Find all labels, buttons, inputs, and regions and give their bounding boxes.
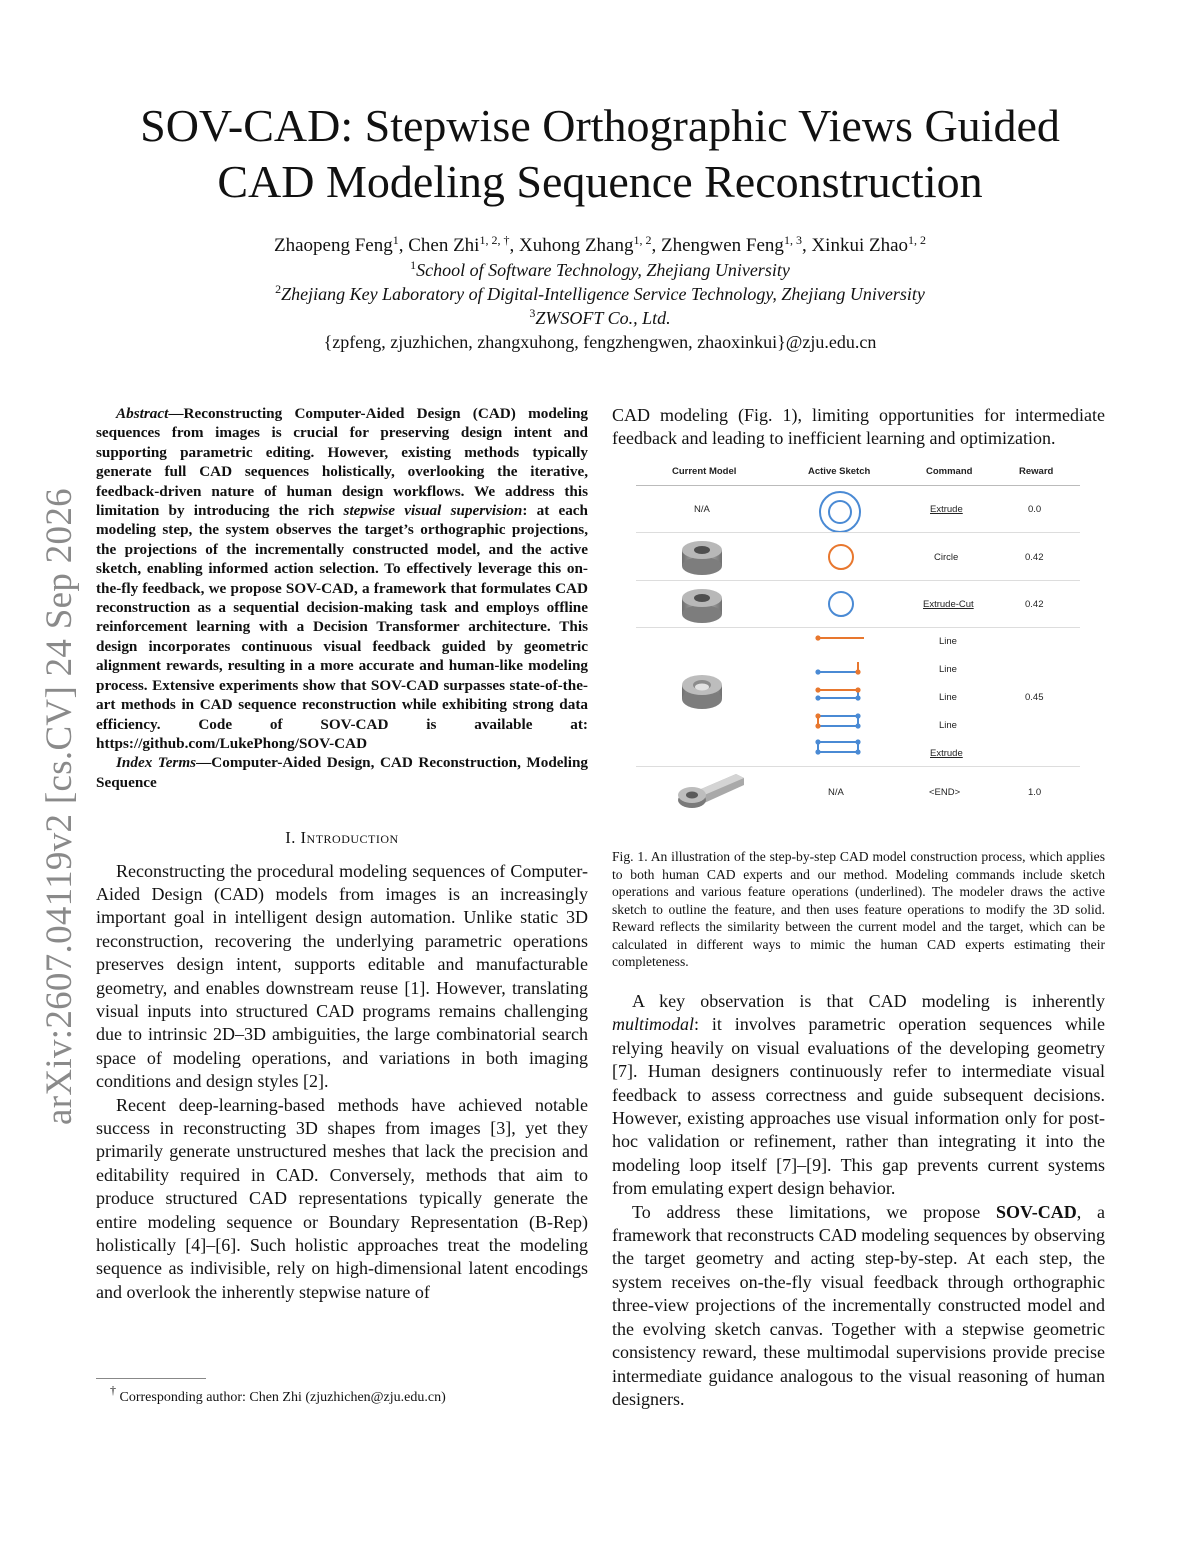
row5-command: <END> [929, 787, 961, 798]
affil-text: School of Software Technology, Zhejiang University [416, 260, 790, 280]
affiliation-2 [100, 282, 1100, 306]
author-name: , Chen Zhi [398, 235, 480, 256]
intro-paragraph-1: Reconstructing the procedural modeling sequences of Computer-Aided Design (CAD) models from images is an increasingly important goal in intelligent design automation. Unlike static 3D reconstruction, recovering the underlying parametric operations preserves design intent, supports editable and manufacturable geometry, and enables downstream reuse [1]. However, translating visual inputs into structured CAD programs remains challenging due to intrinsic 2D–3D ambiguities, the large combinatorial search space of modeling operations, and variations in both imaging conditions and design styles [2]. [96, 860, 588, 1092]
abstract-label: Abstract [116, 405, 169, 422]
row5-reward: 1.0 [1028, 787, 1042, 798]
row1-model: N/A [694, 504, 710, 515]
line-step-4-icon [815, 713, 860, 728]
table-rule [636, 485, 1080, 486]
affiliation-1 [100, 258, 1100, 282]
header-current-model: Current Model [672, 466, 737, 477]
author-list [100, 234, 1100, 258]
paragraph-text: A key observation is that CAD modeling is inherently [632, 991, 1105, 1011]
abstract-emphasis: stepwise visual supervision [343, 502, 523, 520]
right-paragraph-2 [612, 1201, 1105, 1412]
bold-method-name: SOV-CAD [996, 1201, 1077, 1222]
figure-caption: Fig. 1. An illustration of the step-by-step CAD model construction process, which applies to both human CAD experts and our method. Modeling commands include sketch operations and various feature operations (underlined). The modeler draws the active sketch to outline the feature, and then uses feature operations to modify the 3D solid. Reward reflects the similarity between the current model and the target, which can be calculated in different ways to mimic the human CAD experts estimating their completeness. [612, 849, 1105, 969]
right-column-body [612, 990, 1105, 1411]
paragraph-text: : it involves parametric operation sequences while relying heavily on visual evaluations of the developing geometry [7]. Human designers continuously refer to intermediate visual feedback to assess correctness and guide subsequent decisions. However, existing approaches use visual information only for post-hoc validation or refinement, rather than integrating it into the modeling loop itself [7]–[9]. This gap prevents current systems from emulating expert design behavior. [612, 1014, 1105, 1199]
right-column-top [612, 404, 1105, 451]
header-reward: Reward [1019, 466, 1054, 477]
author-affil-mark: 1, 2 [633, 233, 652, 247]
affil-text: Zhejiang Key Laboratory of Digital-Intelligence Service Technology, Zhejiang University [281, 284, 925, 304]
author-affil-mark: 1, 2 [908, 233, 927, 247]
author-name: Zhaopeng Feng [273, 235, 393, 256]
continued-paragraph: CAD modeling (Fig. 1), limiting opportunities for intermediate feedback and leading to inefficient learning and optimization. [612, 405, 1105, 449]
line-step-5-icon [815, 739, 860, 754]
author-block [100, 234, 1100, 354]
row4-reward: 0.45 [1025, 692, 1044, 703]
index-text: —Computer-Aided Design, CAD Reconstruction, Modeling Sequence [96, 754, 589, 791]
author-name: , Xinkui Zhao [801, 235, 909, 256]
row3-command: Extrude-Cut [923, 599, 974, 610]
row3-reward: 0.42 [1025, 599, 1044, 610]
affil-text: ZWSOFT Co., Ltd. [535, 308, 671, 328]
emphasis-text: multimodal [612, 1014, 695, 1035]
abstract [96, 404, 588, 753]
row4-command-2: Line [939, 664, 957, 675]
row4-command-5: Extrude [930, 748, 963, 759]
row4-command-1: Line [939, 636, 957, 647]
paragraph-text: , a framework that reconstructs CAD modeling sequences by observing the target geometry and acting step-by-step. At each step, the system receives on-the-fly visual feedback through orthographic three-view projections of the incrementally constructed model and the evolving sketch canvas. Together with a stepwise geometric consistency reward, these multimodal supervisions provide precise intermediate guidance analogous to the visual reasoning of human designers. [612, 1201, 1105, 1409]
row4-command-3: Line [939, 692, 957, 703]
row1-sketch [818, 490, 862, 534]
row4-command-4: Line [939, 720, 957, 731]
row2-reward: 0.42 [1025, 552, 1044, 563]
row4-model-washer-icon [680, 671, 724, 715]
left-column [96, 404, 588, 1304]
table-rule [636, 766, 1080, 767]
row4-sketch-lines [812, 632, 872, 762]
line-step-3-icon [815, 687, 860, 700]
header-command: Command [926, 466, 973, 477]
author-name: , Xuhong Zhang [509, 235, 634, 256]
paper-title [100, 98, 1100, 210]
footnote-mark: † [110, 1383, 116, 1397]
author-affil-mark: 1, 3 [783, 233, 802, 247]
affil-mark: 2 [275, 282, 282, 296]
figure-1 [636, 466, 1080, 826]
table-rule [636, 580, 1080, 581]
footnote [110, 1383, 446, 1406]
row5-model-bracket-icon [674, 770, 746, 814]
abstract-text: : at each modeling step, the system observes the target’s orthographic projections, the projections of the incrementally constructed model, and the active sketch, enabling informed action selection. To effectively leverage this on-the-fly feedback, we propose SOV-CAD, a framework that formulates CAD reconstruction as a sequential decision-making task and employs offline reinforcement learning with a Decision Transformer architecture. This design incorporates continuous visual feedback guided by geometric alignment rewards, resulting in a more accurate and human-like modeling process. Extensive experiments show that SOV-CAD surpasses state-of-the-art methods in CAD sequence reconstruction while exhibiting strong data efficiency. Code of SOV-CAD is available at: https://github.com/LukePhong/SOV-CAD [96, 502, 588, 752]
row1-command: Extrude [930, 504, 963, 515]
row1-reward: 0.0 [1028, 504, 1042, 515]
email-line: {zpfeng, zjuzhichen, zhangxuhong, fengzhengwen, zhaoxinkui}@zju.edu.cn [323, 332, 877, 352]
line-step-1-icon [815, 635, 864, 640]
title-line-1: SOV-CAD: Stepwise Orthographic Views Guided [140, 100, 1060, 151]
affil-mark: 3 [529, 306, 536, 320]
author-affil-mark: 1 [392, 233, 399, 247]
row5-sketch: N/A [828, 787, 844, 798]
row3-sketch-circle-icon [827, 590, 855, 618]
table-rule [636, 627, 1080, 628]
title-line-2: CAD Modeling Sequence Reconstruction [217, 156, 983, 207]
inner-circle-icon [829, 501, 851, 523]
header-active-sketch: Active Sketch [808, 466, 871, 477]
section-heading-introduction: I. Introduction [285, 828, 399, 848]
row3-model-thick-washer-icon [680, 584, 724, 626]
line-step-2-icon [815, 662, 860, 675]
author-affil-mark: 1, 2, † [479, 233, 510, 247]
affiliation-3 [100, 306, 1100, 330]
arxiv-identifier: arXiv:2607.04119v2 [cs.CV] 24 Sep 2026 [39, 488, 80, 1125]
affil-mark: 1 [410, 258, 417, 272]
table-rule [636, 532, 1080, 533]
footnote-text: Corresponding author: Chen Zhi (zjuzhichen@zju.edu.cn) [116, 1390, 446, 1405]
row2-sketch-circle-icon [827, 543, 855, 571]
abstract-text: —Reconstructing Computer-Aided Design (CAD) modeling sequences from images is crucial for preserving design intent and supporting parametric editing. However, existing methods typically generate full CAD sequences holistically, overlooking the iterative, feedback-driven nature of human design workflows. We address this limitation by introducing the rich [96, 405, 588, 520]
intro-paragraph-2: Recent deep-learning-based methods have achieved notable success in reconstructing 3D shapes from images [3], yet they primarily generate unstructured meshes that lack the precision and editability required in CAD. Conversely, methods that aim to produce structured CAD representations typically generate the entire modeling sequence or Boundary Representation (B-Rep) holistically [4]–[6]. Such holistic approaches treat the modeling sequence as indivisible, rely on high-dimensional latent encodings and overlook the inherently stepwise nature of [96, 1094, 588, 1302]
paragraph-text: To address these limitations, we propose [632, 1201, 997, 1222]
index-label: Index Terms [116, 754, 197, 772]
outer-circle-icon [820, 492, 860, 532]
right-paragraph-1 [612, 990, 1105, 1201]
footnote-rule [96, 1378, 206, 1379]
row2-command: Circle [934, 552, 959, 563]
row2-model-thick-washer-icon [680, 536, 724, 578]
index-terms [96, 753, 588, 792]
author-name: , Zhengwen Feng [651, 235, 784, 256]
